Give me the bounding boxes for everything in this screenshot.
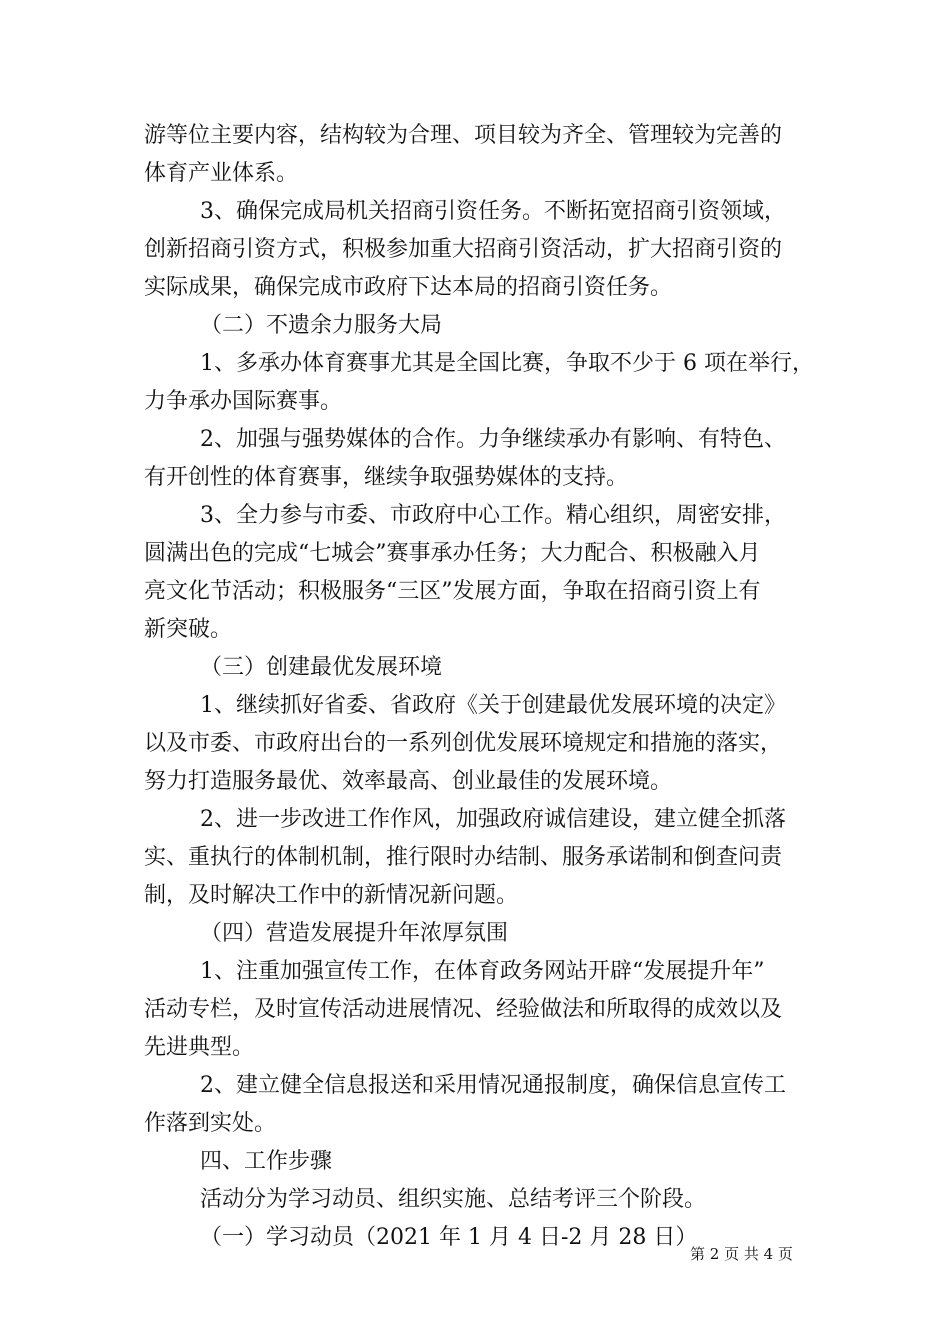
page-number: 第 2 页 共 4 页 <box>690 1245 793 1263</box>
section-heading: （四）营造发展提升年浓厚氛围 <box>200 921 509 946</box>
text-line: 1、继续抓好省委、省政府《关于创建最优发展环境的决定》 <box>200 693 786 718</box>
text-line: 力争承办国际赛事。 <box>144 389 343 414</box>
text-line: 以及市委、市政府出台的一系列创优发展环境规定和措施的落实， <box>144 731 783 756</box>
text-line: 先进典型。 <box>144 1035 255 1060</box>
text-line: 圆满出色的完成“七城会”赛事承办任务；大力配合、积极融入月 <box>144 541 761 566</box>
text-line: 新突破。 <box>144 617 233 642</box>
section-heading: （二）不遗余力服务大局 <box>200 313 443 338</box>
text-line: 游等位主要内容，结构较为合理、项目较为齐全、管理较为完善的 <box>144 123 783 148</box>
text-line: 亮文化节活动；积极服务“三区”发展方面，争取在招商引资上有 <box>144 579 761 604</box>
text-line: 创新招商引资方式，积极参加重大招商引资活动，扩大招商引资的 <box>144 237 783 262</box>
text-line: 努力打造服务最优、效率最高、创业最佳的发展环境。 <box>144 769 673 794</box>
text-line: 2、建立健全信息报送和采用情况通报制度，确保信息宣传工 <box>200 1073 786 1098</box>
text-line: 有开创性的体育赛事，继续争取强势媒体的支持。 <box>144 465 629 490</box>
text-line: 2、加强与强势媒体的合作。力争继续承办有影响、有特色、 <box>200 427 786 452</box>
section-heading: （三）创建最优发展环境 <box>200 655 443 680</box>
section-heading: （一）学习动员（2021 年 1 月 4 日-2 月 28 日） <box>200 1225 698 1250</box>
section-heading: 四、工作步骤 <box>200 1149 333 1174</box>
text-line: 体育产业体系。 <box>144 161 299 186</box>
text-line: 活动分为学习动员、组织实施、总结考评三个阶段。 <box>200 1187 707 1212</box>
text-line: 作落到实处。 <box>144 1111 277 1136</box>
text-line: 制，及时解决工作中的新情况新问题。 <box>144 883 519 908</box>
text-line: 3、全力参与市委、市政府中心工作。精心组织，周密安排， <box>200 503 786 528</box>
text-line: 2、进一步改进工作作风，加强政府诚信建设，建立健全抓落 <box>200 807 786 832</box>
text-line: 3、确保完成局机关招商引资任务。不断拓宽招商引资领域， <box>200 199 786 224</box>
text-line: 1、多承办体育赛事尤其是全国比赛，争取不少于 6 项在举行， <box>200 351 814 376</box>
text-line: 实、重执行的体制机制，推行限时办结制、服务承诺制和倒查问责 <box>144 845 783 870</box>
text-line: 实际成果，确保完成市政府下达本局的招商引资任务。 <box>144 275 673 300</box>
text-line: 1、注重加强宣传工作，在体育政务网站开辟“发展提升年” <box>200 959 765 984</box>
text-line: 活动专栏，及时宣传活动进展情况、经验做法和所取得的成效以及 <box>144 997 783 1022</box>
